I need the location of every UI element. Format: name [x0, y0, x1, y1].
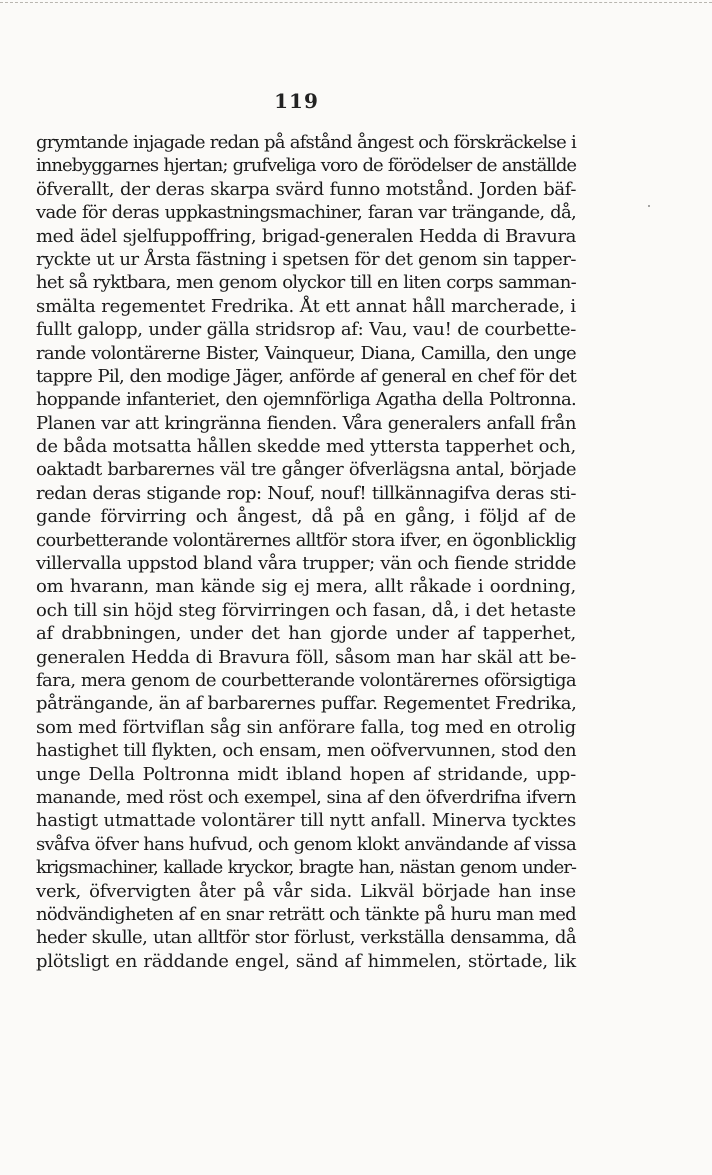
text-line: het så ryktbara, men genom olyckor till en liten corps samman- — [36, 272, 576, 294]
text-line: grymtande injagade redan på afstånd ångest och förskräckelse i — [36, 132, 576, 153]
text-line: om hvarann, man kände sig ej mera, allt råkade i oordning, — [36, 576, 576, 598]
text-line: tappre Pil, den modige Jäger, anförde af general en chef för det — [36, 365, 576, 387]
text-line: unge Della Poltronna midt ibland hopen af stridande, upp- — [36, 763, 576, 785]
page-number: 119 — [274, 89, 319, 113]
text-line: de båda motsatta hållen skedde med yttersta tapperhet och, — [36, 436, 577, 458]
text-line: rande volontärerne Bister, Vainqueur, Diana, Camilla, den unge — [36, 342, 576, 364]
text-line: gande förvirring och ångest, då på en gång, i följd af de — [36, 506, 576, 528]
text-line: Planen var att kringränna fienden. Våra generalers anfall från — [36, 412, 576, 434]
text-line: heder skulle, utan alltför stor förlust, verkställa densamma, då — [36, 927, 576, 949]
text-line: manande, med röst och exempel, sina af den öfverdrifna ifvern — [36, 786, 576, 808]
body-text — [36, 131, 576, 973]
text-line: vade för deras uppkastningsmachiner, faran var trängande, då, — [36, 202, 576, 224]
text-line: påträngande, än af barbarernes puffar. Regementet Fredrika, — [36, 693, 577, 715]
text-line: redan deras stigande rop: Nouf, nouf! tillkännagifva deras sti- — [36, 482, 576, 504]
text-line: svåfva öfver hans hufvud, och genom klokt användande af vissa — [36, 833, 576, 855]
text-line: och till sin höjd steg förvirringen och fasan, då, i det hetaste — [36, 599, 576, 621]
text-line: fullt galopp, under gälla stridsrop af: Vau, vau! de courbette- — [36, 319, 576, 341]
text-line: hoppande infanteriet, den ojemnförliga Agatha della Poltronna. — [36, 389, 576, 411]
text-line: generalen Hedda di Bravura föll, såsom man har skäl att be- — [36, 646, 576, 668]
text-line: hastigt utmattade volontärer till nytt anfall. Minerva tycktes — [36, 810, 576, 832]
text-line: med ädel sjelfuppoffring, brigad-generalen Hedda di Bravura — [36, 225, 576, 247]
text-line: oaktadt barbarernes väl tre gånger öfverlägsna antal, började — [36, 459, 576, 481]
text-line: hastighet till flykten, och ensam, men oöfvervunnen, stod den — [36, 740, 577, 762]
text-line: verk, öfvervigten åter på vår sida. Likväl började han inse — [36, 880, 576, 902]
text-line: smälta regementet Fredrika. Åt ett annat håll marcherade, i — [36, 295, 576, 317]
text-line: fara, mera genom de courbetterande volontärernes oförsigtiga — [36, 669, 576, 691]
text-line: innebyggarnes hjertan; grufveliga voro de förödelser de anställde — [36, 155, 576, 177]
text-line: villervalla uppstod bland våra trupper; vän och fiende stridde — [36, 553, 576, 575]
text-line: plötsligt en räddande engel, sänd af himmelen, störtade, lik — [36, 950, 576, 972]
text-line: nödvändigheten af en snar reträtt och tänkte på huru man med — [36, 903, 576, 925]
text-line: som med förtviflan såg sin anförare falla, tog med en otrolig — [36, 716, 576, 738]
paper-speck — [648, 205, 650, 207]
text-line: öfverallt, der deras skarpa svärd funno motstånd. Jorden bäf- — [36, 178, 576, 200]
text-line: af drabbningen, under det han gjorde under af tapperhet, — [36, 623, 576, 645]
page-top-edge — [0, 2, 712, 3]
text-line: krigsmachiner, kallade kryckor, bragte han, nästan genom under- — [36, 857, 576, 879]
text-line: ryckte ut ur Årsta fästning i spetsen för det genom sin tapper- — [36, 248, 576, 270]
text-line: courbetterande volontärernes alltför stora ifver, en ögonblicklig — [36, 529, 576, 551]
